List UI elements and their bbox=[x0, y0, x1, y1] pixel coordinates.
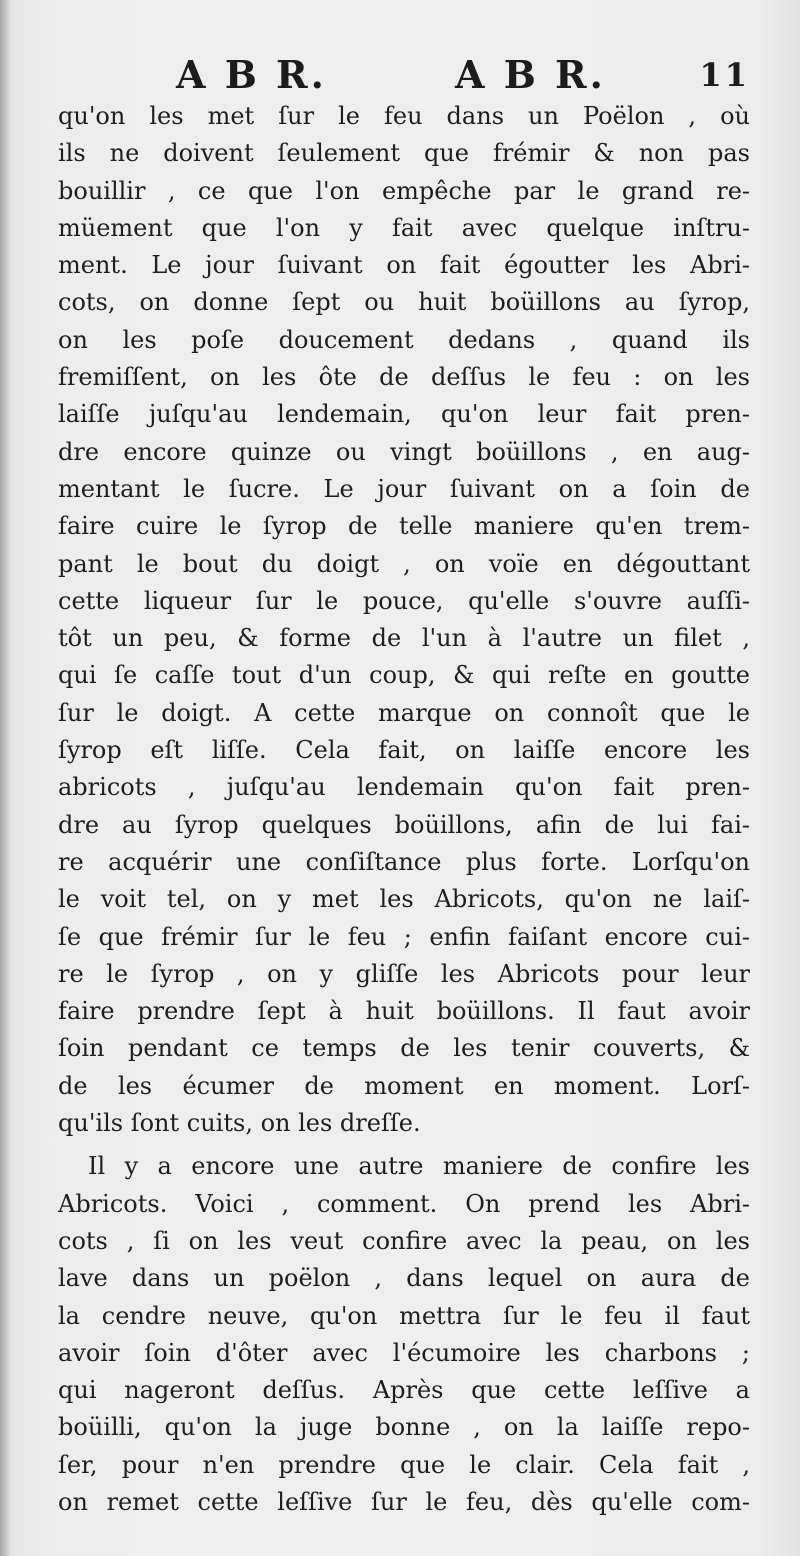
text-line: ſoin pendant ce temps de les tenir couverts, & bbox=[58, 1034, 750, 1063]
text-line: ſyrop eſt liſſe. Cela fait, on laiſſe encore les bbox=[58, 736, 750, 765]
text-line: qu'on les met ſur le feu dans un Poëlon , où bbox=[58, 102, 750, 130]
text-line: müement que l'on y fait avec quelque inſtru- bbox=[58, 213, 750, 242]
text-line: on remet cette leſſive ſur le feu, dès qu'elle com- bbox=[58, 1487, 750, 1516]
running-head-left: A B R. bbox=[176, 52, 327, 97]
running-head bbox=[60, 50, 750, 100]
text-line: laiſſe juſqu'au lendemain, qu'on leur fait pren- bbox=[58, 400, 750, 429]
body-text bbox=[58, 98, 750, 1521]
text-line: pant le bout du doigt , on voïe en dégouttant bbox=[58, 549, 750, 578]
text-line: ſe que frémir ſur le feu ; enfin faiſant encore cui- bbox=[58, 922, 750, 951]
text-line: re le ſyrop , on y gliſſe les Abricots pour leur bbox=[58, 959, 750, 988]
text-line: boüilli, qu'on la juge bonne , on la laiſſe repo- bbox=[58, 1413, 750, 1442]
text-line: le voit tel, on y met les Abricots, qu'on ne laiſ- bbox=[58, 885, 750, 914]
text-line: abricots , juſqu'au lendemain qu'on fait pren- bbox=[58, 773, 750, 802]
text-line: qui nageront deſſus. Après que cette leſſive a bbox=[58, 1376, 750, 1405]
text-line: faire prendre ſept à huit boüillons. Il faut avoir bbox=[58, 997, 750, 1026]
paragraph-1 bbox=[58, 98, 750, 1142]
page-number: 11 bbox=[699, 56, 750, 94]
text-line: lave dans un poëlon , dans lequel on aura de bbox=[58, 1264, 750, 1293]
text-line: Abricots. Voici , comment. On prend les Abri- bbox=[58, 1189, 750, 1218]
text-line: mentant le ſucre. Le jour ſuivant on a ſoin de bbox=[58, 474, 750, 503]
text-line: bouillir , ce que l'on empêche par le grand re- bbox=[58, 176, 750, 205]
text-line: ment. Le jour ſuivant on fait égoutter les Abri- bbox=[58, 251, 750, 280]
text-line: qui ſe caſſe tout d'un coup, & qui reſte en goutte bbox=[58, 661, 750, 690]
paragraph-2 bbox=[58, 1148, 750, 1521]
text-line: ſer, pour n'en prendre que le clair. Cela fait , bbox=[58, 1450, 750, 1479]
text-line: cots, on donne ſept ou huit boüillons au ſyrop, bbox=[58, 288, 750, 317]
text-line: avoir ſoin d'ôter avec l'écumoire les charbons ; bbox=[58, 1338, 750, 1367]
text-line: qu'ils ſont cuits, on les dreſſe. bbox=[58, 1109, 421, 1138]
text-line: cette liqueur ſur le pouce, qu'elle s'ouvre auſſi- bbox=[58, 586, 750, 615]
text-line: dre encore quinze ou vingt boüillons , en aug- bbox=[58, 437, 750, 466]
text-line: faire cuire le ſyrop de telle maniere qu'en trem- bbox=[58, 512, 750, 541]
text-line: la cendre neuve, qu'on mettra ſur le feu il faut bbox=[58, 1301, 750, 1330]
text-line: dre au ſyrop quelques boüillons, afin de lui fai- bbox=[58, 810, 750, 839]
text-line: ils ne doivent ſeulement que frémir & non pas bbox=[58, 139, 750, 168]
text-line: de les écumer de moment en moment. Lorſ- bbox=[58, 1071, 750, 1100]
text-line: ſur le doigt. A cette marque on connoît que le bbox=[58, 698, 750, 727]
text-line: Il y a encore une autre maniere de confire les bbox=[88, 1152, 750, 1181]
text-line: cots , ſi on les veut confire avec la peau, on les bbox=[58, 1226, 750, 1255]
text-line: re acquérir une conſiſtance plus forte. Lorſqu'on bbox=[58, 847, 750, 876]
text-line: tôt un peu, & forme de l'un à l'autre un filet , bbox=[58, 624, 750, 653]
text-line: fremiſſent, on les ôte de deſſus le feu : on les bbox=[58, 363, 750, 392]
text-line: on les poſe doucement dedans , quand ils bbox=[58, 325, 750, 354]
running-head-center: A B R. bbox=[455, 52, 606, 97]
